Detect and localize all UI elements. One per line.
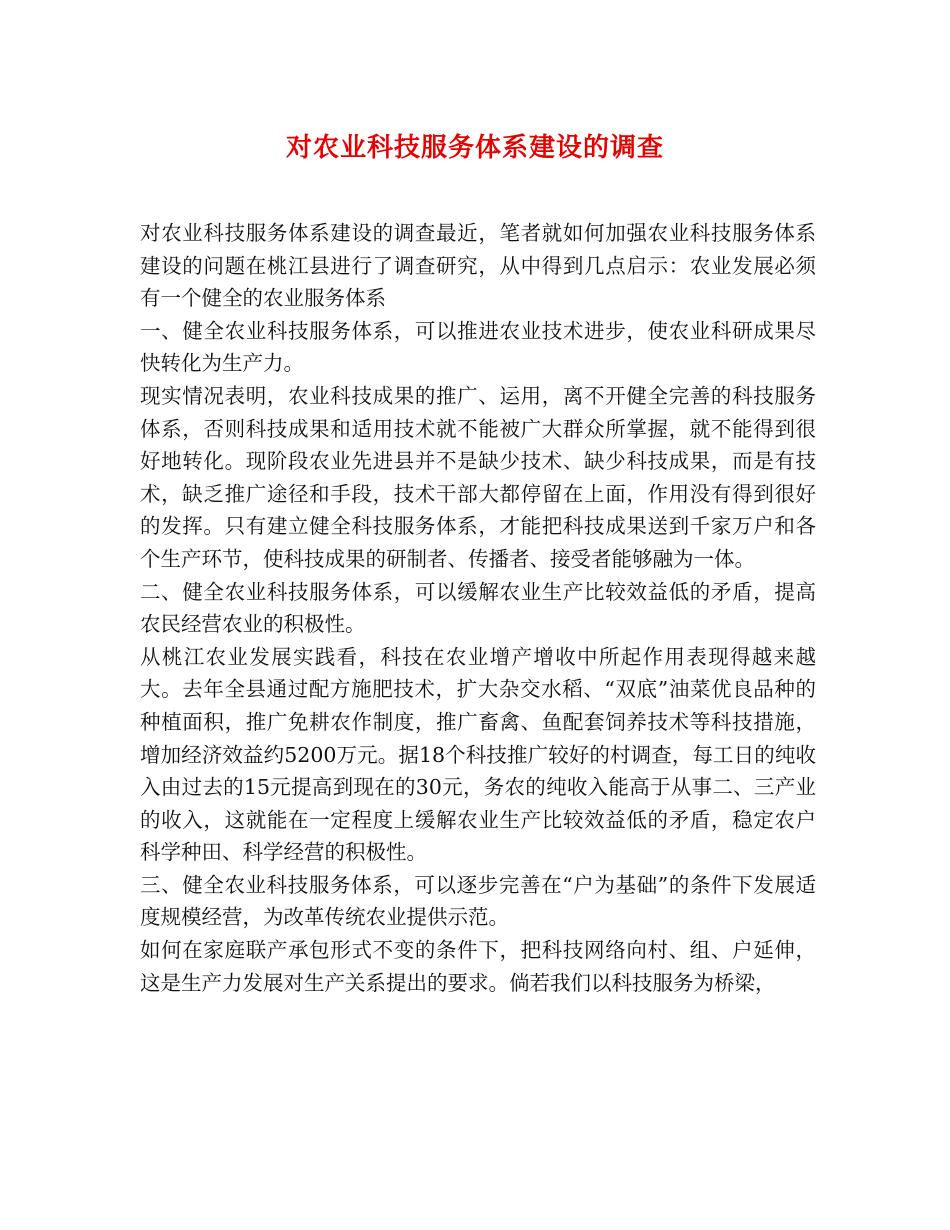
document-title: 对农业科技服务体系建设的调查 — [285, 133, 664, 163]
paragraph-body-3: 如何在家庭联产承包形式不变的条件下，把科技网络向村、组、户延伸，这是生产力发展对生产关系提出的要求。倘若我们以科技服务为桥梁， — [140, 938, 816, 995]
paragraph-heading-2: 二、健全农业科技服务体系，可以缓解农业生产比较效益低的矛盾，提高农民经营农业的积极性。 — [140, 579, 816, 637]
paragraph-heading-3: 三、健全农业科技服务体系，可以逐步完善在“户为基础”的条件下发展适度规模经营，为改革传统农业提供示范。 — [140, 872, 816, 930]
paragraph-body-2: 从桃江农业发展实践看，科技在农业增产增收中所起作用表现得越来越大。去年全县通过配方施肥技术，扩大杂交水稻、“双底”油菜优良品种的种植面积，推广免耕农作制度，推广畜禽、鱼配套饲养技术等科技措施，增加经济效益约5200万元。据18个科技推广较好的村调查，每工日的纯收入由过去的15元提高到现在的30元，务农的纯收入能高于从事二、三产业的收入，这就能在一定程度上缓解农业生产比较效益低的矛盾，稳定农户科学种田、科学经营的积极性。 — [140, 644, 816, 865]
paragraph-body-1: 现实情况表明，农业科技成果的推广、运用，离不开健全完善的科技服务体系，否则科技成果和适用技术就不能被广大群众所掌握，就不能得到很好地转化。现阶段农业先进县并不是缺少技术、缺少科技成果，而是有技术，缺乏推广途径和手段，技术干部大都停留在上面，作用没有得到很好的发挥。只有建立健全科技服务体系，才能把科技成果送到千家万户和各个生产环节，使科技成果的研制者、传播者、接受者能够融为一体。 — [140, 383, 816, 571]
document-body — [140, 217, 816, 999]
paragraph-heading-1: 一、健全农业科技服务体系，可以推进农业技术进步，使农业科研成果尽快转化为生产力。 — [140, 318, 816, 376]
paragraph-intro: 对农业科技服务体系建设的调查最近，笔者就如何加强农业科技服务体系建设的问题在桃江县进行了调查研究，从中得到几点启示：农业发展必须有一个健全的农业服务体系 — [140, 221, 816, 311]
